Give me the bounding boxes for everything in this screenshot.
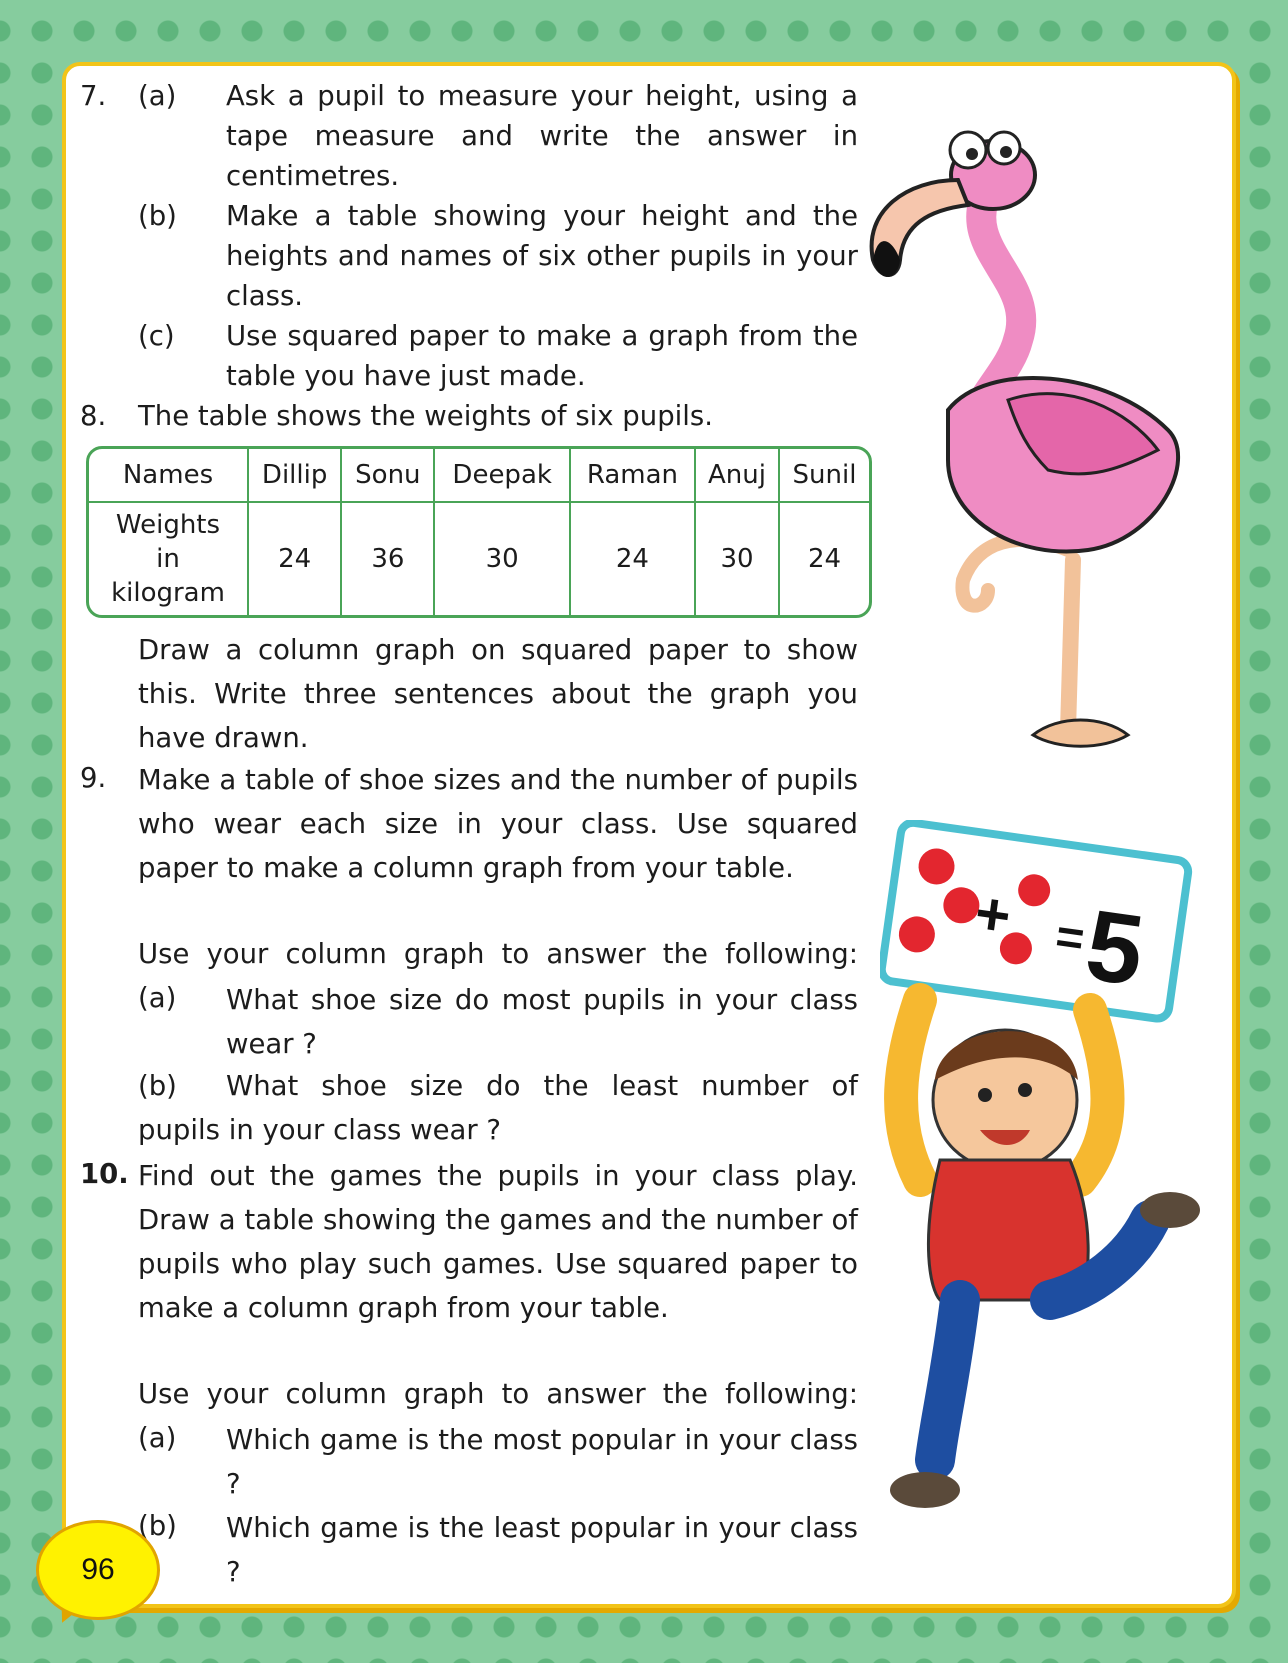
question-9-number: 9.	[80, 762, 107, 794]
boy-left-leg	[935, 1300, 960, 1460]
table-row	[89, 449, 869, 503]
table-row-label	[89, 503, 249, 615]
table-cell-weight: 30	[435, 503, 570, 615]
question-10-number: 10.	[80, 1158, 129, 1190]
question-9b-line2: pupils in your class wear ?	[138, 1114, 501, 1146]
question-10a-label: (a)	[138, 1422, 177, 1454]
boy-eye	[1018, 1083, 1032, 1097]
question-10b-label: (b)	[138, 1510, 177, 1542]
page-number: 96	[81, 1553, 115, 1586]
question-7c-label: (c)	[138, 320, 175, 352]
boy-illustration	[880, 820, 1220, 1540]
table-cell-weight: 24	[249, 503, 342, 615]
table-cell-name: Sonu	[342, 449, 435, 503]
question-7b-text: Make a table showing your height and the heights and names of six other pupils in your class.	[226, 200, 858, 312]
flamingo-pupil	[1000, 146, 1012, 158]
question-10-text: Find out the games the pupils in your class play. Draw a table showing the games and the number of pupils who play such games. Use squared paper to make a column graph from your table.	[138, 1160, 858, 1324]
row-label-line: in	[156, 544, 180, 574]
row-label-line: Weights	[115, 510, 221, 540]
table-cell-weight: 24	[807, 544, 842, 574]
flamingo-foot	[1033, 720, 1128, 746]
question-9b-label: (b)	[138, 1070, 177, 1102]
table-cell-name: Sunil	[780, 449, 869, 503]
question-8-intro: The table shows the weights of six pupils.	[138, 400, 714, 432]
question-9a-label: (a)	[138, 982, 177, 1014]
table-cell-name: Deepak	[435, 449, 570, 503]
table-row	[89, 503, 869, 615]
equals-sign: =	[1052, 910, 1088, 967]
card-result: 5	[1079, 888, 1151, 1008]
question-8-number: 8.	[80, 400, 107, 432]
boy-shoe	[890, 1472, 960, 1508]
question-9-text: Make a table of shoe sizes and the number of pupils who wear each size in your class. Use squared paper to make a column graph from your table.	[138, 764, 858, 884]
question-7a-text: Ask a pupil to measure your height, using a tape measure and write the answer in centimetres.	[226, 80, 858, 192]
table-cell-name: Raman	[571, 449, 696, 503]
table-cell-weight: 24	[571, 503, 696, 615]
table-cell-weight: 36	[342, 503, 435, 615]
table-cell-name: Dillip	[249, 449, 342, 503]
page-number-badge	[36, 1520, 160, 1620]
question-8-task: Draw a column graph on squared paper to show this. Write three sentences about the graph you have drawn.	[138, 634, 858, 754]
table-header-label: Names	[89, 449, 249, 503]
question-10a-text: Which game is the most popular in your class ?	[226, 1424, 858, 1500]
weights-table	[86, 446, 872, 618]
flamingo-pupil	[966, 148, 978, 160]
flamingo-illustration	[868, 110, 1228, 760]
boy-left-arm	[901, 1000, 920, 1180]
question-10b-text: Which game is the least popular in your class ?	[226, 1512, 858, 1588]
flamingo-leg	[1068, 560, 1073, 730]
question-7b-label: (b)	[138, 200, 177, 232]
table-cell-weight: 30	[696, 503, 780, 615]
question-7-number: 7.	[80, 80, 107, 112]
question-7a-label: (a)	[138, 80, 177, 112]
question-9b-line1: What shoe size do the least number of	[226, 1070, 858, 1102]
boy-shoe	[1140, 1192, 1200, 1228]
table-cell-name: Anuj	[696, 449, 780, 503]
boy-eye	[978, 1088, 992, 1102]
row-label-line: kilogram	[111, 578, 225, 608]
question-7c-text: Use squared paper to make a graph from the table you have just made.	[226, 320, 858, 392]
plus-sign: +	[970, 878, 1015, 950]
question-9a-text: What shoe size do most pupils in your class wear ?	[226, 984, 858, 1060]
question-9-use: Use your column graph to answer the following:	[138, 938, 858, 970]
question-10-use: Use your column graph to answer the following:	[138, 1378, 858, 1410]
boy-right-arm	[1080, 1010, 1108, 1180]
